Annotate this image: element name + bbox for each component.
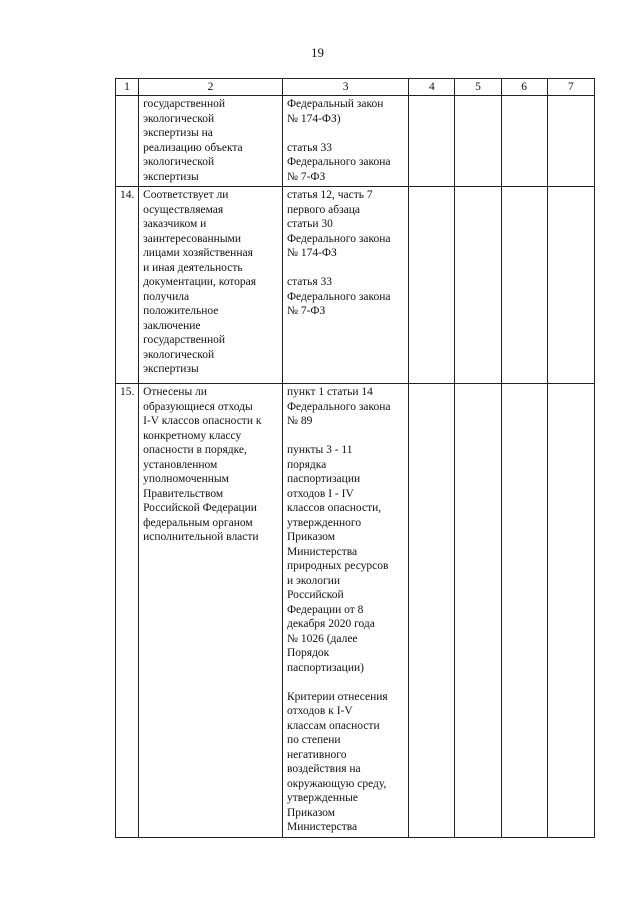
row-number: 15.	[116, 384, 139, 838]
column-header-4: 4	[409, 79, 455, 96]
reference-cell	[282, 96, 408, 187]
column-header-7: 7	[547, 79, 594, 96]
reference-text: пункт 1 статьи 14 Федерального закона № 89 пункты 3 - 11 порядка паспортизации отходов I - IV классов опасности, утвержденного Приказом Министерства природных ресурсов и экологии Российской Федерации от 8 декабря 2020 года № 1026 (далее Порядок паспортизации) Критерии отнесения отходов к I-V классам опасности по степени негативного воздействия на окружающую среду, утвержденные Приказом Министерства	[286, 386, 391, 833]
column-header-6: 6	[501, 79, 547, 96]
question-cell	[139, 187, 283, 384]
table-row	[116, 384, 595, 838]
empty-cell	[409, 384, 455, 838]
empty-cell	[409, 96, 455, 187]
empty-cell	[547, 384, 594, 838]
requirements-table	[115, 78, 595, 838]
question-text: Отнесены ли образующиеся отходы I-V классов опасности к конкретному классу опасности в порядке, установленном уполномоченным Правительством Российской Федерации федеральным органом исполнительной власти	[143, 386, 262, 543]
column-header-5: 5	[455, 79, 501, 96]
empty-cell	[455, 384, 501, 838]
reference-text: Федеральный закон № 174-ФЗ) статья 33 Федерального закона № 7-ФЗ	[286, 98, 391, 183]
question-cell	[139, 96, 283, 187]
column-header-2: 2	[139, 79, 283, 96]
empty-cell	[547, 187, 594, 384]
empty-cell	[455, 187, 501, 384]
row-number: 14.	[116, 187, 139, 384]
empty-cell	[455, 96, 501, 187]
empty-cell	[501, 187, 547, 384]
table-header-row	[116, 79, 595, 96]
empty-cell	[547, 96, 594, 187]
empty-cell	[501, 96, 547, 187]
question-text: государственной экологической экспертизы на реализацию объекта экологической экспертизы	[143, 98, 243, 183]
question-cell	[139, 384, 283, 838]
reference-cell	[282, 187, 408, 384]
column-header-3: 3	[282, 79, 408, 96]
page-number: 19	[311, 45, 324, 60]
reference-cell	[282, 384, 408, 838]
question-text: Соответствует ли осуществляемая заказчиком и заинтересованными лицами хозяйственная и иная деятельность документации, которая получила положительное заключение государственной экологической экспертизы	[143, 189, 257, 375]
empty-cell	[409, 187, 455, 384]
table-row	[116, 187, 595, 384]
table-row	[116, 96, 595, 187]
empty-cell	[501, 384, 547, 838]
column-header-1: 1	[116, 79, 139, 96]
row-number	[116, 96, 139, 187]
reference-text: статья 12, часть 7 первого абзаца статьи 30 Федерального закона № 174-ФЗ статья 33 Федерального закона № 7-ФЗ	[286, 189, 391, 317]
